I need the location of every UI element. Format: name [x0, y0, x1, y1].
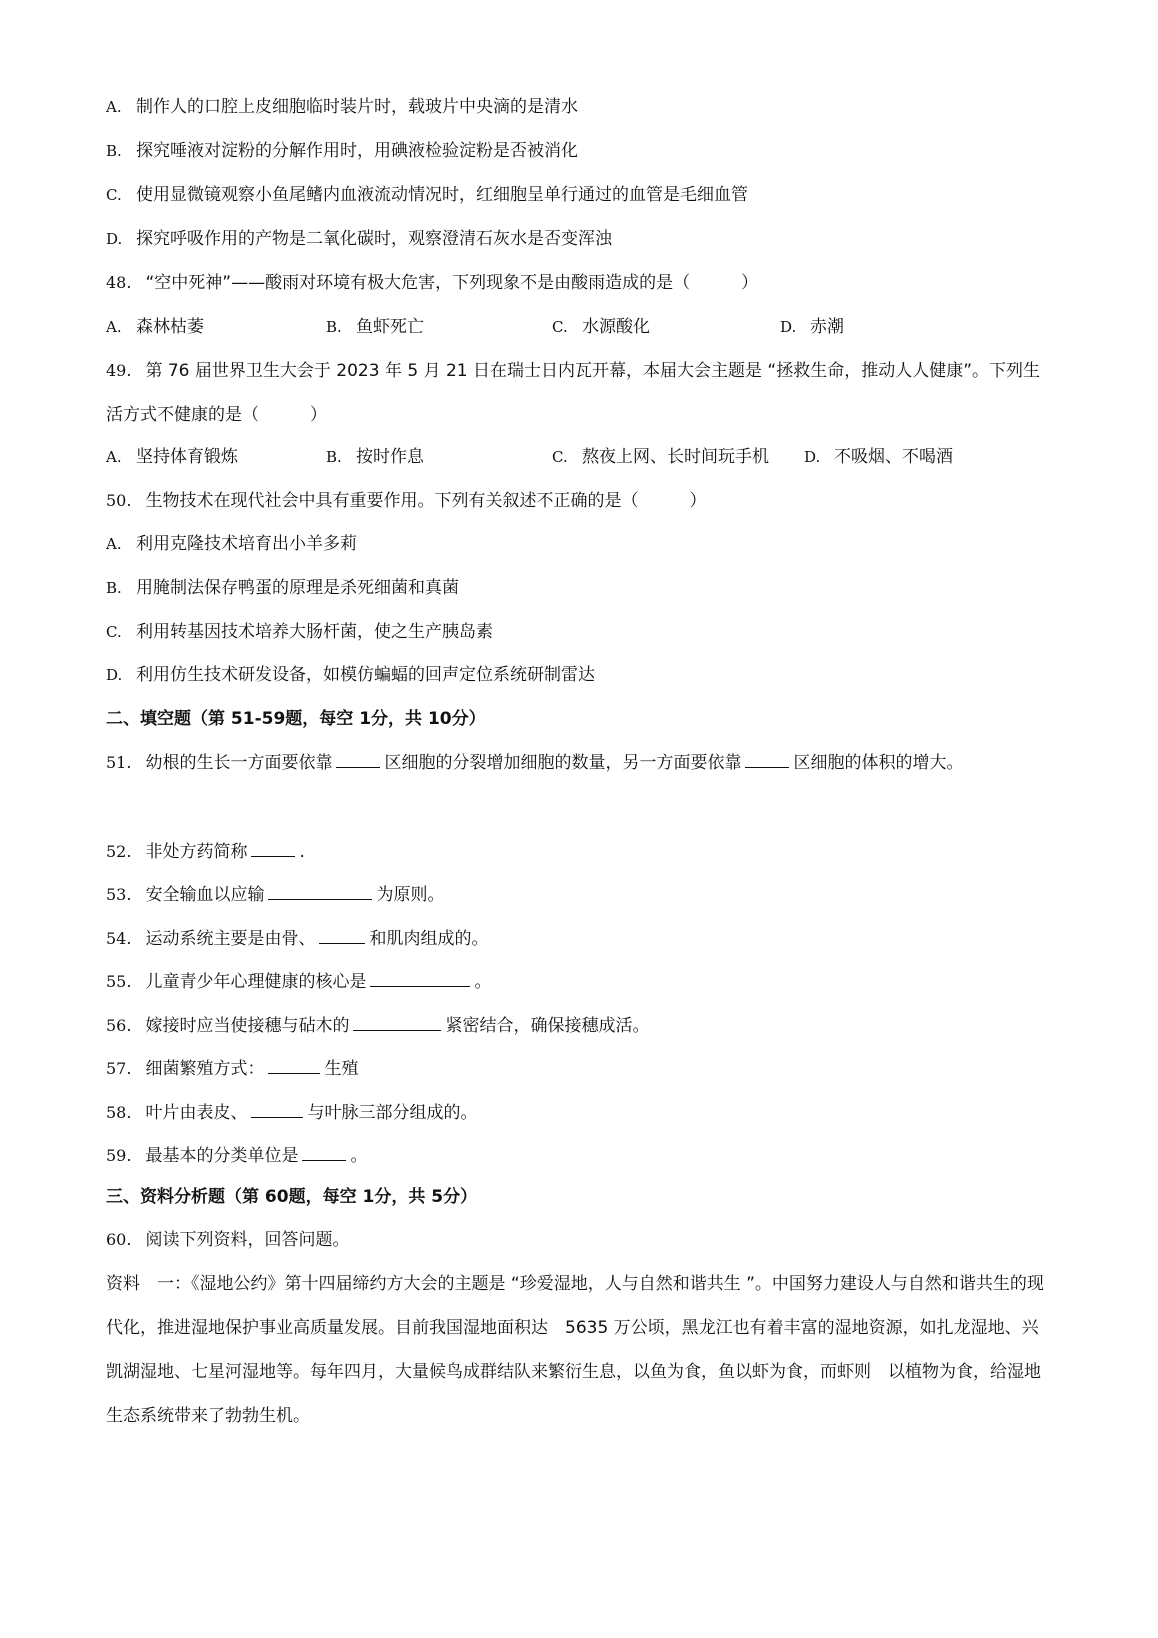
option-label: D.	[780, 318, 797, 336]
question-text-part: 生殖	[324, 1059, 359, 1079]
q47-option-d	[106, 228, 612, 250]
q57	[106, 1055, 358, 1080]
answer-blank	[302, 1142, 346, 1161]
option-label: A.	[106, 535, 122, 553]
option-label: A.	[106, 98, 122, 116]
q49-option-b	[326, 446, 424, 468]
q49-option-c	[552, 446, 769, 468]
option-label: B.	[326, 318, 342, 336]
option-text: 水源酸化	[582, 317, 650, 337]
q48-option-d	[780, 316, 844, 338]
question-text: 生物技术在现代社会中具有重要作用。下列有关叙述不正确的是（ ）	[145, 491, 707, 511]
option-text: 鱼虾死亡	[356, 317, 424, 337]
option-text: 探究唾液对淀粉的分解作用时，用碘液检验淀粉是否被消化	[136, 141, 578, 161]
option-text: 熬夜上网、长时间玩手机	[582, 447, 769, 467]
question-number: 48.	[106, 273, 132, 292]
q50-option-a	[106, 533, 357, 555]
option-label: C.	[106, 623, 122, 641]
q55	[106, 968, 491, 993]
option-label: A.	[106, 318, 122, 336]
q48-options	[106, 316, 1052, 338]
question-number: 49.	[106, 361, 132, 380]
answer-blank	[370, 968, 470, 987]
answer-blank	[353, 1012, 441, 1031]
answer-blank	[745, 749, 789, 768]
option-text: 制作人的口腔上皮细胞临时装片时，载玻片中央滴的是清水	[136, 97, 578, 117]
option-text: 赤潮	[810, 317, 844, 337]
question-text-part: 嫁接时应当使接穗与砧木的	[145, 1016, 350, 1036]
option-text: 森林枯萎	[136, 317, 204, 337]
question-number: 58.	[106, 1103, 132, 1122]
answer-blank	[251, 838, 295, 857]
q50-option-d	[106, 664, 595, 686]
option-text: 使用显微镜观察小鱼尾鳍内血液流动情况时，红细胞呈单行通过的血管是毛细血管	[136, 185, 748, 205]
question-number: 56.	[106, 1016, 132, 1035]
question-text-part: 为原则。	[376, 885, 445, 905]
option-label: D.	[804, 448, 821, 466]
question-number: 60.	[106, 1230, 132, 1249]
question-text: 阅读下列资料，回答问题。	[145, 1230, 350, 1250]
q47-option-a	[106, 96, 578, 118]
q53	[106, 881, 444, 906]
option-label: B.	[106, 579, 122, 597]
q47-option-b	[106, 140, 578, 162]
q58	[106, 1099, 477, 1124]
section-heading-material-analysis: 三、资料分析题（第 60题，每空 1分，共 5分）	[106, 1187, 478, 1207]
question-number: 54.	[106, 929, 132, 948]
answer-blank	[336, 749, 380, 768]
question-text-part: 。	[474, 972, 492, 992]
option-label: D.	[106, 230, 123, 248]
q54	[106, 925, 488, 950]
question-text-part: 运动系统主要是由骨、	[145, 929, 316, 949]
question-number: 52.	[106, 842, 132, 861]
question-text-part: 。	[350, 1146, 368, 1166]
option-label: B.	[106, 142, 122, 160]
question-text: “空中死神”——酸雨对环境有极大危害，下列现象不是由酸雨造成的是（ ）	[145, 273, 759, 293]
question-text-part: .	[299, 842, 305, 862]
section-heading-fill-in: 二、填空题（第 51-59题，每空 1分，共 10分）	[106, 709, 486, 729]
question-text-part: 儿童青少年心理健康的核心是	[145, 972, 367, 992]
question-text-part: 幼根的生长一方面要依靠	[145, 753, 333, 773]
option-label: C.	[552, 318, 568, 336]
question-text-part: 非处方药简称	[145, 842, 248, 862]
option-text: 用腌制法保存鸭蛋的原理是杀死细菌和真菌	[136, 578, 459, 598]
q49-stem	[106, 349, 1052, 437]
q49-option-a	[106, 446, 238, 468]
question-text-part: 和肌肉组成的。	[369, 929, 489, 949]
question-text-part: 区细胞的分裂增加细胞的数量，另一方面要依靠	[384, 753, 742, 773]
q50-stem	[106, 490, 706, 512]
question-text-part: 安全输血以应输	[145, 885, 265, 905]
answer-blank	[319, 925, 365, 944]
question-text-part: 区细胞的体积的增大。	[793, 753, 964, 773]
option-text: 利用仿生技术研发设备，如模仿蝙蝠的回声定位系统研制雷达	[136, 665, 595, 685]
q49-option-d	[804, 446, 953, 468]
question-number: 55.	[106, 972, 132, 991]
answer-blank	[251, 1099, 303, 1118]
option-text: 利用转基因技术培养大肠杆菌，使之生产胰岛素	[136, 622, 493, 642]
q51	[106, 741, 1052, 785]
q50-option-c	[106, 621, 493, 643]
option-text: 探究呼吸作用的产物是二氧化碳时，观察澄清石灰水是否变浑浊	[136, 229, 612, 249]
q50-option-b	[106, 577, 459, 599]
option-text: 按时作息	[356, 447, 424, 467]
q56	[106, 1012, 649, 1037]
q48-option-b	[326, 316, 424, 338]
q52	[106, 838, 305, 863]
question-text-part: 与叶脉三部分组成的。	[307, 1103, 478, 1123]
q47-option-c	[106, 184, 748, 206]
answer-blank	[268, 1055, 320, 1074]
answer-blank	[268, 881, 372, 900]
option-label: D.	[106, 666, 123, 684]
option-label: B.	[326, 448, 342, 466]
material-one-paragraph: 资料 一：《湿地公约》第十四届缔约方大会的主题是 “珍爱湿地，人与自然和谐共生 ”。中国努力建设人与自然和谐共生的现代化，推进湿地保护事业高质量发展。目前我国湿地面积达 5635 万公顷，黑龙江也有着丰富的湿地资源，如扎龙湿地、兴凯湖湿地、七星河湿地等。每年四月，大量候鸟成群结队来繁衍生息，以鱼为食，鱼以虾为食，而虾则 以植物为食，给湿地生态系统带来了勃勃生机。	[106, 1274, 1044, 1426]
q48-option-a	[106, 316, 204, 338]
question-text-part: 最基本的分类单位是	[145, 1146, 299, 1166]
question-number: 59.	[106, 1146, 132, 1165]
question-number: 51.	[106, 753, 132, 772]
q59	[106, 1142, 367, 1167]
q49-options	[106, 446, 1052, 468]
question-number: 50.	[106, 491, 132, 510]
option-label: C.	[106, 186, 122, 204]
q48-option-c	[552, 316, 650, 338]
question-number: 53.	[106, 885, 132, 904]
question-text-part: 细菌繁殖方式：	[145, 1059, 265, 1079]
option-text: 利用克隆技术培育出小羊多莉	[136, 534, 357, 554]
option-text: 坚持体育锻炼	[136, 447, 238, 467]
option-label: A.	[106, 448, 122, 466]
q60	[106, 1229, 349, 1251]
question-number: 57.	[106, 1059, 132, 1078]
question-text-part: 紧密结合，确保接穗成活。	[445, 1016, 650, 1036]
question-text: 第 76 届世界卫生大会于 2023 年 5 月 21 日在瑞士日内瓦开幕，本届大会主题是 “拯救生命，推动人人健康”。下列生活方式不健康的是（ ）	[106, 361, 1041, 425]
question-text-part: 叶片由表皮、	[145, 1103, 248, 1123]
q48-stem	[106, 272, 758, 294]
option-text: 不吸烟、不喝酒	[834, 447, 953, 467]
option-label: C.	[552, 448, 568, 466]
